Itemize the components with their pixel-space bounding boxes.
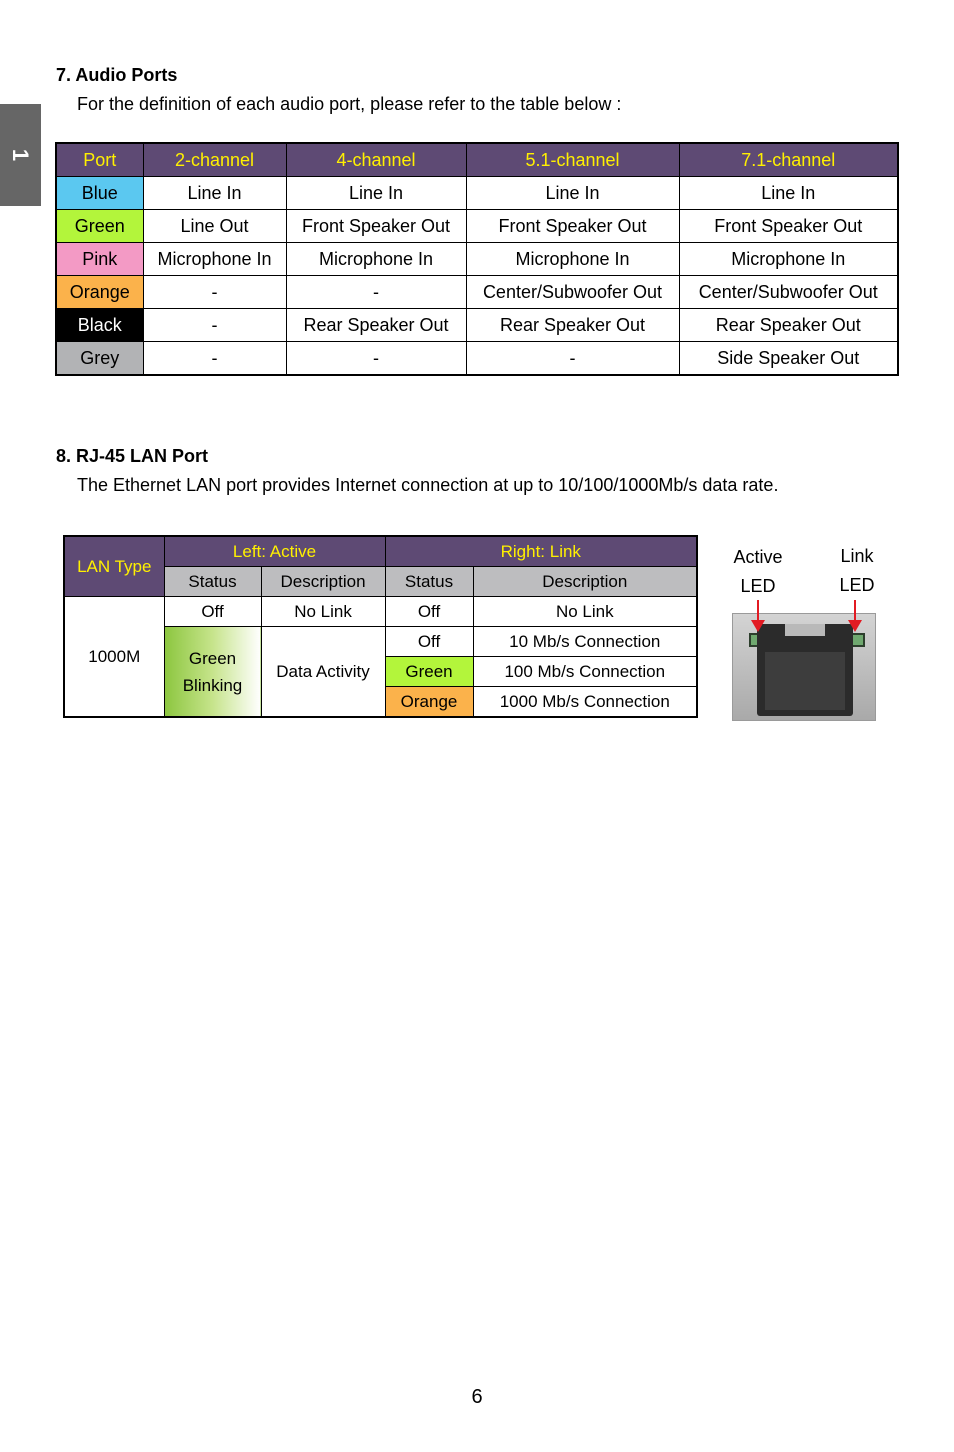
left-active-header: Left: Active bbox=[164, 536, 385, 567]
port-color-cell: Green bbox=[56, 210, 143, 243]
rj45-inner bbox=[765, 652, 845, 710]
section-7-title: 7. Audio Ports bbox=[56, 65, 178, 85]
right-status-cell: Off bbox=[385, 627, 473, 657]
channel-cell: Center/Subwoofer Out bbox=[466, 276, 679, 309]
channel-cell: - bbox=[466, 342, 679, 376]
channel-cell: Line In bbox=[143, 177, 286, 210]
lan-led-table bbox=[63, 535, 698, 718]
right-status-cell: Off bbox=[385, 597, 473, 627]
port-color-cell: Orange bbox=[56, 276, 143, 309]
link-led-label-line1: Link bbox=[840, 546, 874, 566]
audio-row-grey bbox=[56, 342, 898, 376]
link-led-label-line2: LED bbox=[839, 575, 875, 595]
channel-cell: Rear Speaker Out bbox=[286, 309, 466, 342]
active-led-label bbox=[723, 543, 793, 601]
audio-ports-table bbox=[55, 142, 899, 376]
channel-cell: - bbox=[143, 342, 286, 376]
channel-cell: Line In bbox=[286, 177, 466, 210]
channel-cell: Front Speaker Out bbox=[466, 210, 679, 243]
channel-cell: Front Speaker Out bbox=[286, 210, 466, 243]
header-port: Port bbox=[56, 143, 143, 177]
channel-cell: - bbox=[143, 309, 286, 342]
channel-cell: Microphone In bbox=[143, 243, 286, 276]
port-color-cell: Grey bbox=[56, 342, 143, 376]
channel-cell: Microphone In bbox=[286, 243, 466, 276]
port-color-cell: Black bbox=[56, 309, 143, 342]
left-description-header: Description bbox=[261, 567, 385, 597]
green-blinking-line1: Green bbox=[188, 648, 237, 668]
chapter-number: 1 bbox=[8, 148, 34, 162]
channel-cell: - bbox=[286, 276, 466, 309]
green-blinking-line2: Blinking bbox=[182, 675, 243, 695]
header-4-channel: 4-channel bbox=[286, 143, 466, 177]
left-desc-data-activity: Data Activity bbox=[261, 627, 385, 718]
audio-row-black bbox=[56, 309, 898, 342]
section-8-desc: The Ethernet LAN port provides Internet connection at up to 10/100/1000Mb/s data rate. bbox=[77, 475, 779, 495]
channel-cell: Line Out bbox=[143, 210, 286, 243]
link-led-label bbox=[822, 542, 892, 600]
active-led-label-line2: LED bbox=[740, 576, 776, 596]
header-7-1-channel: 7.1-channel bbox=[679, 143, 898, 177]
left-status-header: Status bbox=[164, 567, 261, 597]
header-2-channel: 2-channel bbox=[143, 143, 286, 177]
right-desc-cell: 10 Mb/s Connection bbox=[473, 627, 697, 657]
chapter-tab bbox=[0, 104, 41, 206]
right-status-cell: Orange bbox=[385, 687, 473, 718]
audio-table-header-row bbox=[56, 143, 898, 177]
right-desc-cell: 100 Mb/s Connection bbox=[473, 657, 697, 687]
link-led-arrow-icon bbox=[854, 600, 856, 622]
right-desc-cell: 1000 Mb/s Connection bbox=[473, 687, 697, 718]
left-desc-no-link: No Link bbox=[261, 597, 385, 627]
channel-cell: - bbox=[143, 276, 286, 309]
audio-row-green bbox=[56, 210, 898, 243]
right-link-header: Right: Link bbox=[385, 536, 697, 567]
channel-cell: Rear Speaker Out bbox=[466, 309, 679, 342]
channel-cell: Line In bbox=[679, 177, 898, 210]
channel-cell: - bbox=[286, 342, 466, 376]
left-status-off: Off bbox=[164, 597, 261, 627]
section-8-title: 8. RJ-45 LAN Port bbox=[56, 446, 209, 466]
header-5-1-channel: 5.1-channel bbox=[466, 143, 679, 177]
section-7-desc: For the definition of each audio port, please refer to the table below : bbox=[77, 94, 622, 114]
page-number: 6 bbox=[471, 1386, 483, 1408]
channel-cell: Microphone In bbox=[466, 243, 679, 276]
lan-type-cell: 1000M bbox=[64, 597, 164, 718]
channel-cell: Microphone In bbox=[679, 243, 898, 276]
audio-row-orange bbox=[56, 276, 898, 309]
left-status-green-blinking bbox=[164, 627, 261, 718]
active-led-label-line1: Active bbox=[733, 547, 783, 567]
channel-cell: Rear Speaker Out bbox=[679, 309, 898, 342]
right-status-header: Status bbox=[385, 567, 473, 597]
audio-row-pink bbox=[56, 243, 898, 276]
channel-cell: Center/Subwoofer Out bbox=[679, 276, 898, 309]
channel-cell: Front Speaker Out bbox=[679, 210, 898, 243]
rj45-socket bbox=[757, 624, 853, 716]
channel-cell: Side Speaker Out bbox=[679, 342, 898, 376]
lan-type-header: LAN Type bbox=[64, 536, 164, 597]
active-led-arrow-icon bbox=[757, 600, 759, 622]
rj45-notch bbox=[785, 624, 825, 636]
right-description-header: Description bbox=[473, 567, 697, 597]
channel-cell: Line In bbox=[466, 177, 679, 210]
right-desc-cell: No Link bbox=[473, 597, 697, 627]
audio-row-blue bbox=[56, 177, 898, 210]
port-color-cell: Pink bbox=[56, 243, 143, 276]
right-status-cell: Green bbox=[385, 657, 473, 687]
port-color-cell: Blue bbox=[56, 177, 143, 210]
